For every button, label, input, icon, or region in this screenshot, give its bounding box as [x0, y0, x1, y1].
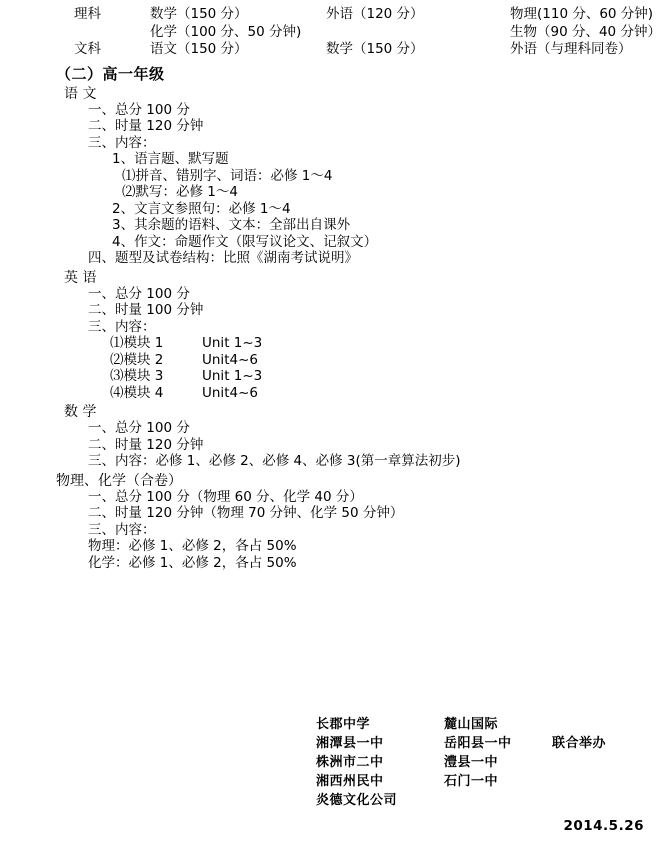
unit-row: [110, 351, 672, 368]
row-cell-a: 化学（100 分、50 分钟): [150, 23, 302, 40]
row-cell-c: 物理(110 分、60 分钟): [510, 6, 654, 22]
row-label: 理科: [74, 6, 101, 22]
row-cell-c: 外语（与理科同卷）: [510, 41, 632, 57]
section-heading: （二）高一年级: [56, 64, 165, 83]
subject-title: 英 语: [64, 269, 97, 286]
row-cell-b: 外语（120 分）: [326, 6, 424, 22]
table-row: [0, 24, 672, 42]
footer-org-right: 石门一中: [444, 773, 499, 789]
unit-range: Unit4~6: [202, 384, 258, 401]
subject-title: 语 文: [64, 85, 97, 102]
table-row: [0, 41, 672, 59]
row-cell-c: 生物（90 分、40 分钟）: [510, 23, 661, 40]
row-label: 文科: [74, 41, 101, 57]
footer-org-left: 湘潭县一中: [316, 735, 384, 751]
subject-line: 一、总分 100 分: [88, 285, 190, 302]
row-label: [0, 24, 150, 42]
footer-row: [300, 753, 606, 772]
unit-row: [110, 337, 672, 351]
subject-line: 三、内容：必修 1、必修 2、必修 4、必修 3(第一章算法初步): [88, 453, 461, 469]
footer-row: [300, 715, 606, 734]
unit-row: [110, 384, 672, 401]
unit-row: [110, 370, 672, 384]
footer-org-left: 炎德文化公司: [316, 792, 398, 808]
footer-org-right: 澧县一中: [444, 754, 499, 770]
subject-block-physics-chemistry: [0, 474, 672, 571]
footer-organizations-table: [300, 715, 606, 810]
subject-line: 一、总分 100 分: [88, 101, 190, 118]
unit-module: ⑴模块 1: [110, 335, 164, 351]
unit-range: Unit 1~3: [202, 368, 263, 384]
footer-note: 联合举办: [552, 735, 607, 751]
subject-block-math: [0, 405, 672, 469]
unit-module: ⑷模块 4: [110, 384, 164, 401]
footer-note: [552, 791, 606, 810]
footer-org-left: 湘西州民中: [316, 773, 384, 789]
subject-block-english: [0, 271, 672, 401]
footer-org-left: 长郡中学: [316, 716, 371, 732]
document-page: [0, 6, 672, 851]
subject-line: ⑵默写：必修 1～4: [122, 184, 238, 200]
footer-org-right: [444, 791, 552, 810]
subject-block-chinese: [0, 87, 672, 266]
table-row: [0, 6, 672, 24]
subject-line: 四、题型及试卷结构：比照《湖南考试说明》: [88, 250, 358, 266]
subject-line: 2、文言文参照句：必修 1～4: [112, 200, 291, 217]
footer-note: [552, 715, 606, 734]
footer-note: [552, 753, 606, 772]
footer-row: [300, 791, 606, 810]
subject-line: 一、总分 100 分（物理 60 分、化学 40 分）: [88, 488, 363, 505]
subject-line: 化学：必修 1、必修 2，各占 50%: [88, 554, 297, 571]
subject-line: 二、时量 120 分钟: [88, 118, 204, 134]
row-cell-a: 数学（150 分）: [150, 6, 248, 22]
subject-line: 二、时量 120 分钟（物理 70 分钟、化学 50 分钟）: [88, 505, 404, 521]
subject-line: 三、内容：: [88, 134, 156, 151]
footer-signature-block: [0, 715, 672, 834]
subject-line: ⑴拼音、错别字、词语：必修 1～4: [122, 167, 333, 184]
document-date: 2014.5.26: [563, 817, 644, 834]
footer-row: [300, 772, 606, 791]
subject-line: 一、总分 100 分: [88, 420, 190, 436]
row-cell-b: 数学（150 分）: [326, 41, 424, 57]
unit-range: Unit 1~3: [202, 335, 263, 351]
subject-line: 二、时量 100 分钟: [88, 302, 204, 318]
subject-title: 数 学: [64, 404, 97, 420]
subject-overview-table: [0, 6, 672, 59]
footer-org-right: 岳阳县一中: [444, 735, 512, 751]
subject-line: 3、其余题的语料、文本：全部出自课外: [112, 217, 351, 233]
subject-line: 物理：必修 1、必修 2，各占 50%: [88, 538, 297, 554]
subject-line: 4、作文：命题作文（限写议论文、记叙文）: [112, 233, 378, 250]
footer-org-left: 株洲市二中: [316, 754, 384, 770]
subject-line: 三、内容：: [88, 318, 156, 335]
subject-title: 物理、化学（合卷）: [56, 472, 182, 489]
footer-note: [552, 772, 606, 791]
unit-range: Unit4~6: [202, 351, 258, 368]
footer-row: [300, 734, 606, 753]
unit-module: ⑶模块 3: [110, 368, 164, 384]
footer-org-right: 麓山国际: [444, 716, 499, 732]
unit-module: ⑵模块 2: [110, 351, 164, 368]
subject-line: 1、语言题、默写题: [112, 151, 229, 167]
subject-line: 二、时量 120 分钟: [88, 436, 204, 453]
row-cell-a: 语文（150 分）: [150, 41, 248, 57]
row-cell-b: [326, 24, 510, 42]
subject-line: 三、内容：: [88, 521, 156, 538]
